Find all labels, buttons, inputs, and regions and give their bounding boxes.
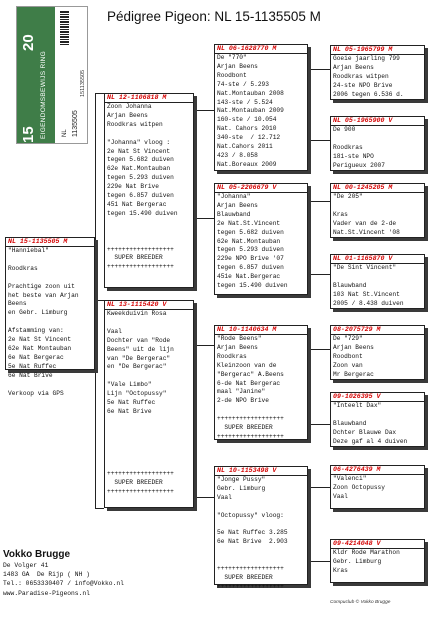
box-line (6, 318, 94, 327)
connector-line (308, 349, 330, 350)
ring-card-image (16, 6, 88, 144)
box-lines (331, 126, 424, 171)
box-line: 62e Nat.Montauban (217, 237, 281, 245)
box-line (6, 381, 94, 390)
box-line: Kweekduivin Rosa (107, 310, 167, 317)
box-line: ++++++++++++++++++ (107, 263, 174, 271)
box-line: Vaal (333, 492, 348, 500)
box-line: "Valenci" (333, 475, 367, 482)
pedigree-box-ggparent-1 (330, 45, 425, 100)
box-line (215, 547, 307, 556)
box-line: Arjan Beens (333, 343, 374, 351)
box-line: van "De Bergerac" (107, 354, 171, 362)
pedigree-box-ggparent-8 (330, 539, 425, 583)
pedigree-box-father (104, 93, 194, 288)
connector-line (194, 218, 214, 219)
box-line: De "729" (333, 335, 363, 342)
box-line: Roodbont (333, 352, 363, 360)
box-line: "De 205" (333, 193, 363, 200)
box-line: 2e Nat.St.Vincent (217, 219, 281, 227)
ring-year-top: 20 (20, 34, 37, 51)
postal-line: 1483 GA De Rijp ( NH ) (3, 571, 90, 579)
box-line: Prachtige zoon uit (8, 282, 75, 290)
box-lines (331, 264, 424, 309)
ring-code: NL 15-1135505 M (6, 238, 94, 247)
box-lines (105, 103, 193, 272)
box-line: Roodkras witpen (107, 120, 163, 128)
connector-line (308, 274, 330, 275)
pedigree-box-ggparent-7 (330, 465, 425, 509)
box-line: 143-ste / 5.524 (217, 98, 273, 106)
box-line: Verkoop via GPS (8, 389, 64, 397)
box-line: Afstamming van: (8, 327, 64, 335)
box-line: 451e Nat.Bergerac (217, 273, 281, 281)
box-line (105, 453, 193, 462)
box-line: Roodkras (8, 264, 38, 272)
box-line: "Jonge Pussy" (217, 476, 266, 483)
ring-country: NL (62, 129, 68, 137)
connector-line (308, 140, 330, 141)
box-line: 62e Nat Montauban (8, 344, 72, 352)
pedigree-box-mother (104, 300, 194, 508)
box-line: 229e NPO Brive '07 (217, 255, 284, 263)
box-lines (215, 193, 307, 291)
pedigree-box-ggparent-6 (330, 392, 425, 447)
box-line (105, 219, 193, 228)
box-line (105, 444, 193, 453)
box-lines (331, 193, 424, 238)
ring-code: NL 06-1628770 M (215, 45, 307, 54)
ring-code: NL 01-1165870 V (331, 255, 424, 264)
pedigree-box-grandfather-paternal (214, 44, 308, 171)
box-line: "Rode Beens" (217, 335, 262, 342)
box-line: Gebr. Limburg (333, 557, 382, 565)
ring-code: NL 00-1245205 M (331, 184, 424, 193)
connector-line (194, 497, 214, 498)
box-line: 6e Nat Brive (107, 407, 152, 415)
box-line (105, 417, 193, 426)
box-line: Arjan Beens (217, 62, 258, 70)
box-line (105, 228, 193, 237)
ring-code: NL 13-1115420 V (105, 301, 193, 310)
breeder-name: Vokko Brugge (3, 549, 71, 560)
box-line: Perigueux 2007 (333, 161, 385, 169)
box-line: Zoon Johanna (107, 103, 152, 110)
box-line (105, 461, 193, 470)
box-line (105, 319, 193, 328)
box-line: 6e Nat Brive 2.903 (217, 538, 288, 546)
box-lines (331, 475, 424, 502)
breeder-contact (3, 549, 124, 598)
box-line: tegen 5.682 duiven (107, 156, 174, 164)
box-lines (331, 55, 424, 100)
pedigree-box-grandmother-maternal (214, 466, 308, 590)
box-line: "Johanna" vloog : (107, 138, 171, 146)
box-line: 5e Nat Ruffec (107, 399, 156, 407)
box-line: 6e Nat Bergerac (8, 353, 64, 361)
box-line: 423 / 8.058 (217, 151, 258, 159)
box-line: Kras (333, 210, 348, 218)
box-lines (331, 549, 424, 576)
ring-code: NL 05-2206679 V (215, 184, 307, 193)
box-line (331, 273, 424, 282)
connector-line (194, 345, 195, 498)
box-line: 74-ste / 5.293 (217, 80, 269, 88)
pedigree-box-grandmother-paternal (214, 183, 308, 295)
box-line: Blauwband (333, 419, 367, 427)
connector-line (194, 345, 214, 346)
box-line (6, 256, 94, 265)
box-line: Vaal (217, 493, 232, 501)
box-line (105, 435, 193, 444)
box-line: De 900 (333, 126, 356, 133)
box-line: De "770" (217, 54, 247, 61)
box-line: 160-ste / 10.054 (217, 116, 277, 124)
connector-line (308, 69, 330, 70)
connector-line (308, 487, 309, 561)
box-line (215, 556, 307, 565)
website-line: www.Paradise-Pigeons.nl (3, 589, 90, 597)
connector-line (308, 487, 330, 488)
box-line: Dchter Blauwe Dax (333, 428, 397, 436)
box-line: tegen 6.857 duiven (217, 264, 284, 272)
box-line: "Hanniebal" (8, 247, 49, 254)
box-line: Roodkras (217, 352, 247, 360)
box-line: SUPER BREEDER (217, 424, 273, 432)
box-line: ++++++++++++++++++ (217, 565, 284, 573)
box-line: 2e Nat St Vincent (107, 147, 171, 155)
ring-number: 1135505 (72, 110, 79, 137)
box-line: Nat.Cahors 2011 (217, 143, 273, 151)
pedigree-box-grandfather-maternal (214, 325, 308, 440)
barcode-icon (60, 11, 69, 45)
box-line: 5e Nat Ruffec 3.285 (217, 529, 288, 537)
box-line (331, 411, 424, 420)
box-line (331, 135, 424, 144)
page-title: Pédigree Pigeon: NL 15-1135505 M (107, 9, 321, 24)
box-line: SUPER BREEDER (107, 254, 163, 262)
ring-card-green-strip (17, 7, 55, 143)
box-line: 2e Nat St Vincent (8, 336, 72, 344)
connector-line (95, 93, 104, 94)
address-line: De Volger 41 (3, 562, 49, 569)
box-line: Vaal (107, 327, 122, 335)
box-line: en Gebr. Limburg (8, 309, 68, 317)
connector-line (95, 300, 104, 301)
box-line: 24-ste NPO Brive (333, 81, 393, 89)
box-line: tegen 15.490 duiven (217, 282, 288, 290)
box-line: Arjan Beens (107, 111, 148, 119)
box-line: SUPER BREEDER (107, 479, 163, 487)
box-line: 5e Nat Ruffec (8, 362, 57, 370)
box-lines (331, 402, 424, 447)
box-line: "Octopussy" vloog: (217, 511, 284, 519)
box-lines (6, 247, 94, 398)
connector-line (308, 69, 309, 140)
pedigree-box-ggparent-5 (330, 325, 425, 380)
ring-barcode-number: 151135505 (80, 69, 86, 97)
box-line: het beste van Arjan (8, 291, 79, 299)
box-line: Roodkras (333, 143, 363, 151)
box-line: "De Sint Vincent" (333, 264, 397, 271)
box-lines (215, 54, 307, 170)
box-line: SUPER BREEDER (217, 573, 273, 581)
box-line: Nat.Montauban 2008 (217, 89, 284, 97)
box-line: 6-de Nat Bergerac (217, 379, 281, 387)
box-line: Arjan Beens (217, 343, 258, 351)
box-line: Blauwband (333, 281, 367, 289)
box-line: Arjan Beens (333, 63, 374, 71)
box-line: ++++++++++++++++++ (217, 582, 284, 590)
ring-code: NL 10-1153498 V (215, 467, 307, 476)
box-line: Blauwband (217, 210, 251, 218)
box-line: 451 Nat Bergerac (107, 200, 167, 208)
box-line: en "De Bergerac" (107, 363, 167, 371)
box-line: 6e Nat Brive (8, 371, 53, 379)
box-line: Vader van de 2-de (333, 219, 397, 227)
box-line: ++++++++++++++++++ (107, 245, 174, 253)
box-line: tegen 15.490 duiven (107, 209, 178, 217)
ring-code: 08-2075729 M (331, 326, 424, 335)
box-line: Zoon Octopussy (333, 483, 385, 491)
connector-line (308, 201, 309, 274)
box-line: 2006 tegen 6.536 d. (333, 90, 404, 98)
box-line: Zoon van (333, 361, 363, 369)
box-line: Beens" uit de lijn (107, 345, 174, 353)
box-line (105, 372, 193, 381)
box-line: 229e Nat Brive (107, 183, 159, 191)
box-line: ++++++++++++++++++ (107, 470, 174, 478)
box-line: Roodkras witpen (333, 72, 389, 80)
connector-line (95, 93, 96, 509)
box-line (215, 521, 307, 530)
box-line (6, 274, 94, 283)
pedigree-box-main (5, 237, 95, 397)
box-line (105, 130, 193, 139)
box-line: Arjan Beens (217, 201, 258, 209)
connector-line (308, 424, 330, 425)
ring-code: 09-4214048 V (331, 540, 424, 549)
box-line: 2-de NPO Brive (217, 397, 269, 405)
box-line: Nat.St.Vincent '08 (333, 228, 400, 236)
box-line: Kldr Rode Marathon (333, 549, 400, 556)
box-line: ++++++++++++++++++ (217, 432, 284, 440)
box-line: Lijn "Octopussy" (107, 390, 167, 398)
box-line: tegen 5.682 duiven (217, 228, 284, 236)
box-line: Beens (8, 300, 27, 308)
box-line: "Vale Limbo" (107, 381, 152, 389)
connector-line (308, 561, 330, 562)
box-line: Gebr. Limburg (217, 484, 266, 492)
box-line (331, 202, 424, 211)
ring-code: NL 05-1965799 M (331, 46, 424, 55)
software-credit: Compuclub © Vokko Brugge (330, 600, 391, 605)
box-line: Nat. Cahors 2010 (217, 125, 277, 133)
ring-code: NL 12-1106818 M (105, 94, 193, 103)
connector-line (194, 110, 195, 219)
box-line: Deze gaf al 4 duiven (333, 437, 408, 445)
box-line: ++++++++++++++++++ (217, 415, 284, 423)
ring-code: NL 05-1965900 V (331, 117, 424, 126)
box-lines (331, 335, 424, 380)
box-line (215, 503, 307, 512)
box-line: 62e Nat.Montauban (107, 165, 171, 173)
ring-code: 09-1026395 V (331, 393, 424, 402)
box-line: tegen 5.293 duiven (107, 174, 174, 182)
box-line: ++++++++++++++++++ (107, 488, 174, 496)
box-lines (215, 335, 307, 442)
box-lines (215, 476, 307, 592)
box-lines (105, 310, 193, 497)
box-line: "Inteelt Dax" (333, 402, 382, 409)
pedigree-box-ggparent-3 (330, 183, 425, 238)
box-line: tegen 5.293 duiven (217, 246, 284, 254)
box-line (105, 237, 193, 246)
ring-code: 06-4276439 M (331, 466, 424, 475)
box-line: tegen 6.857 duiven (107, 192, 174, 200)
box-line: "Bergerac" A.Beens (217, 370, 284, 378)
box-line: maal "Janine" (217, 388, 266, 396)
box-line: Mr Bergerac (333, 370, 374, 378)
box-line: 181-ste NPO (333, 152, 374, 160)
ring-eigendom-label: EIGENDOMSBEWIJS RING (40, 51, 47, 139)
connector-line (308, 201, 330, 202)
box-line (215, 406, 307, 415)
connector-line (194, 110, 214, 111)
connector-line (308, 349, 309, 425)
ring-code: NL 10-1140634 M (215, 326, 307, 335)
box-line: Goeie jaarling 799 (333, 55, 400, 62)
box-line: Dochter van "Rode (107, 336, 171, 344)
box-line (105, 426, 193, 435)
connector-line (95, 508, 104, 509)
box-line: Roodbont (217, 71, 247, 79)
box-line: 103 Nat St.Vincent (333, 290, 400, 298)
pedigree-box-ggparent-4 (330, 254, 425, 309)
contact-line: Tel.: 0653330407 / info@Vokko.nl (3, 580, 124, 588)
box-line: Nat.Boreaux 2009 (217, 160, 277, 168)
box-line: Kleinzoon van de (217, 361, 277, 369)
ring-year-bottom: 15 (20, 126, 37, 143)
pedigree-box-ggparent-2 (330, 116, 425, 171)
box-line: 340-ste / 12.712 (217, 134, 281, 142)
box-line: Kras (333, 566, 348, 574)
box-line: "Johanna" (217, 193, 251, 200)
box-line: Nat.Montauban 2009 (217, 107, 284, 115)
box-line: 2005 / 8.438 duiven (333, 299, 404, 307)
